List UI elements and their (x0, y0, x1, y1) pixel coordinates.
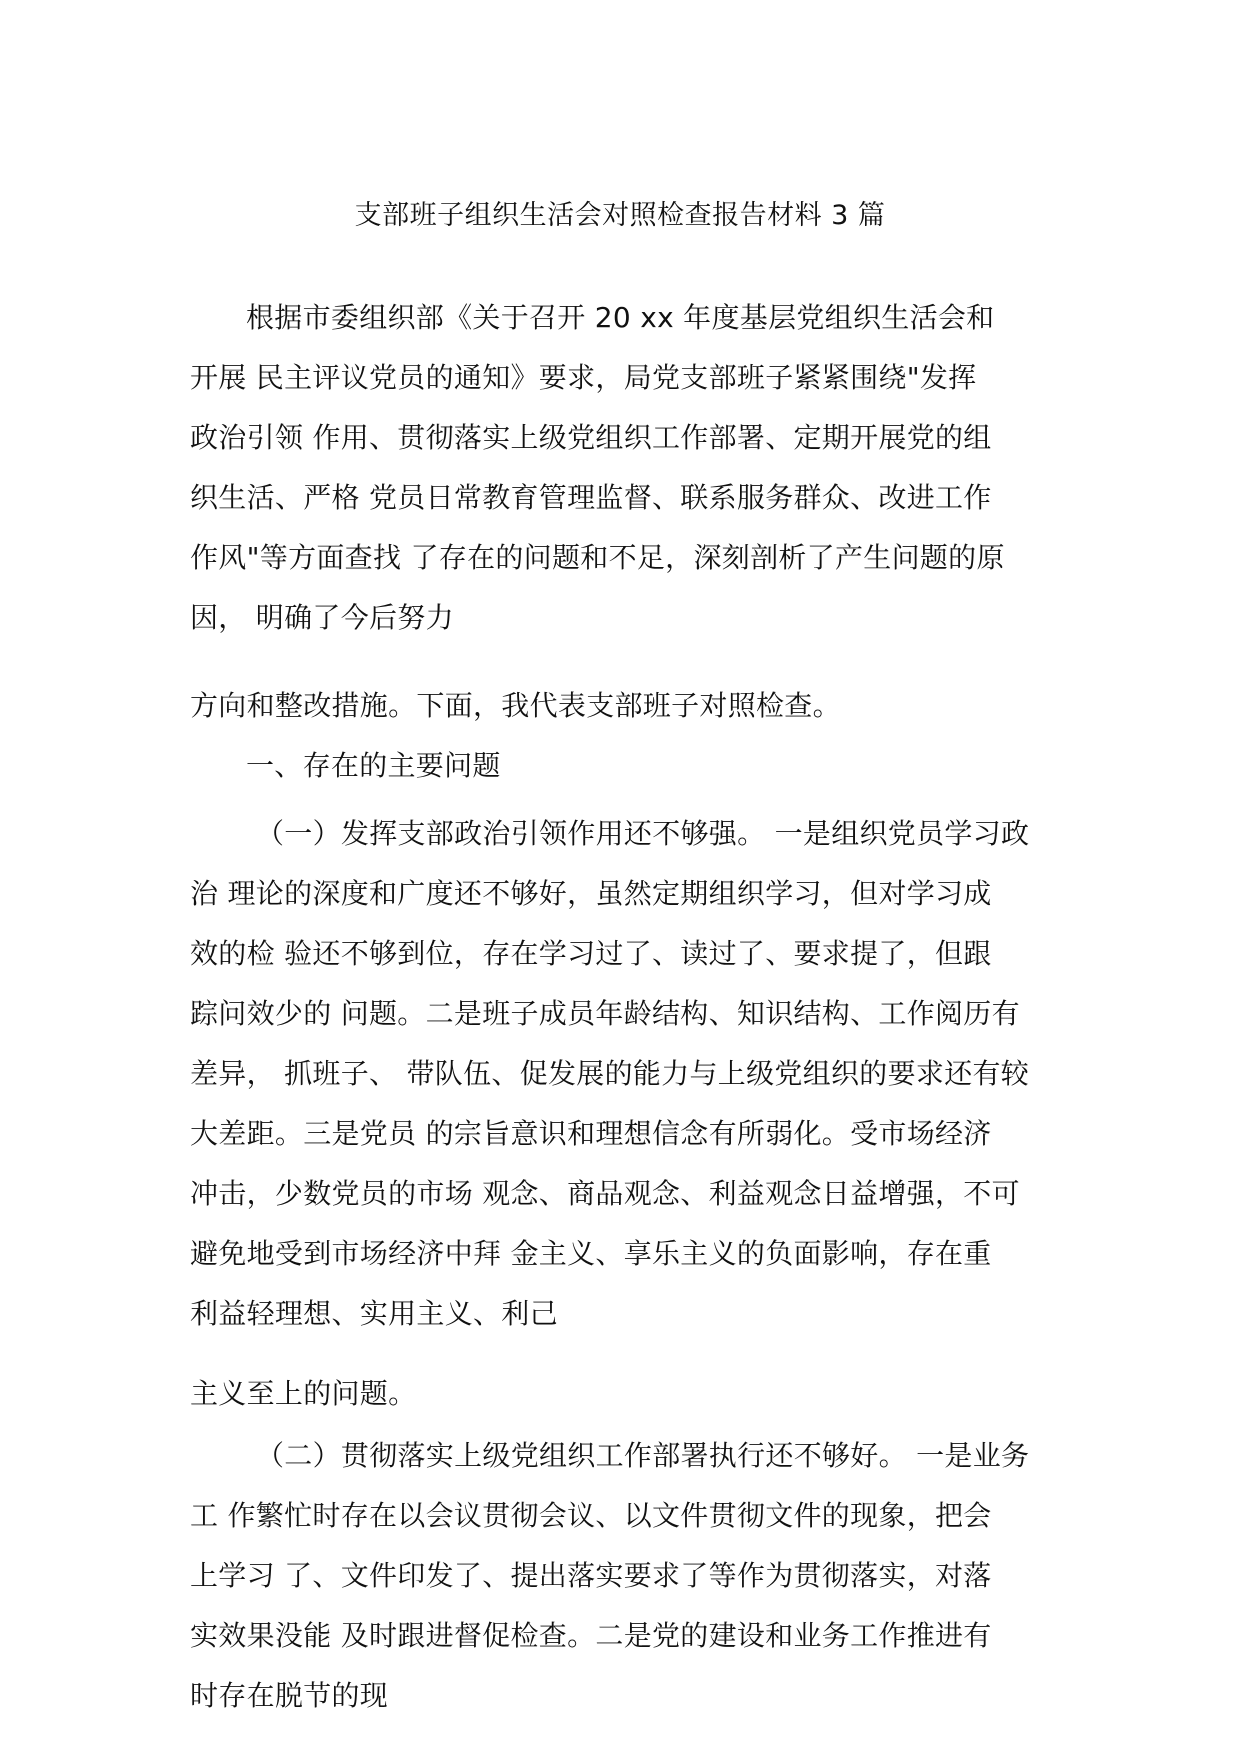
paragraph-line: 差异， 抓班子、 带队伍、促发展的能力与上级党组织的要求还有较 (190, 1057, 1030, 1090)
paragraph-line: 政治引领 作用、贯彻落实上级党组织工作部署、定期开展党的组 (190, 421, 992, 454)
paragraph-line: 因， 明确了今后努力 (190, 601, 454, 634)
paragraph-line: 主义至上的问题。 (190, 1377, 417, 1410)
paragraph-line: 织生活、严格 党员日常教育管理监督、联系服务群众、改进工作 (190, 481, 992, 514)
section-heading: 一、存在的主要问题 (246, 749, 501, 782)
paragraph-line: 作风"等方面查找 了存在的问题和不足，深刻剖析了产生问题的原 (190, 541, 1005, 574)
paragraph-line: 工 作繁忙时存在以会议贯彻会议、以文件贯彻文件的现象，把会 (190, 1499, 992, 1532)
paragraph-line: 避免地受到市场经济中拜 金主义、享乐主义的负面影响，存在重 (190, 1237, 992, 1270)
paragraph-line: 时存在脱节的现 (190, 1679, 389, 1712)
paragraph-line: 治 理论的深度和广度还不够好，虽然定期组织学习，但对学习成 (190, 877, 992, 910)
paragraph-line: 实效果没能 及时跟进督促检查。二是党的建设和业务工作推进有 (190, 1619, 992, 1652)
paragraph-line: 上学习 了、文件印发了、提出落实要求了等作为贯彻落实，对落 (190, 1559, 992, 1592)
paragraph-line: 利益轻理想、实用主义、利己 (190, 1297, 558, 1330)
paragraph-line: 大差距。三是党员 的宗旨意识和理想信念有所弱化。受市场经济 (190, 1117, 992, 1150)
document-title: 支部班子组织生活会对照检查报告材料 3 篇 (354, 200, 886, 231)
paragraph-line: 根据市委组织部《关于召开 20 xx 年度基层党组织生活会和 (246, 301, 995, 334)
paragraph-line: 方向和整改措施。下面，我代表支部班子对照检查。 (190, 689, 841, 722)
paragraph-line: 冲击，少数党员的市场 观念、商品观念、利益观念日益增强，不可 (190, 1177, 1020, 1210)
paragraph-line: 开展 民主评议党员的通知》要求，局党支部班子紧紧围绕"发挥 (190, 361, 977, 394)
paragraph-line: （二）贯彻落实上级党组织工作部署执行还不够好。 一是业务 (256, 1439, 1030, 1472)
paragraph-line: （一）发挥支部政治引领作用还不够强。 一是组织党员学习政 (256, 817, 1030, 850)
paragraph-line: 效的检 验还不够到位，存在学习过了、读过了、要求提了，但跟 (190, 937, 992, 970)
paragraph-line: 踪问效少的 问题。二是班子成员年龄结构、知识结构、工作阅历有 (190, 997, 1020, 1030)
